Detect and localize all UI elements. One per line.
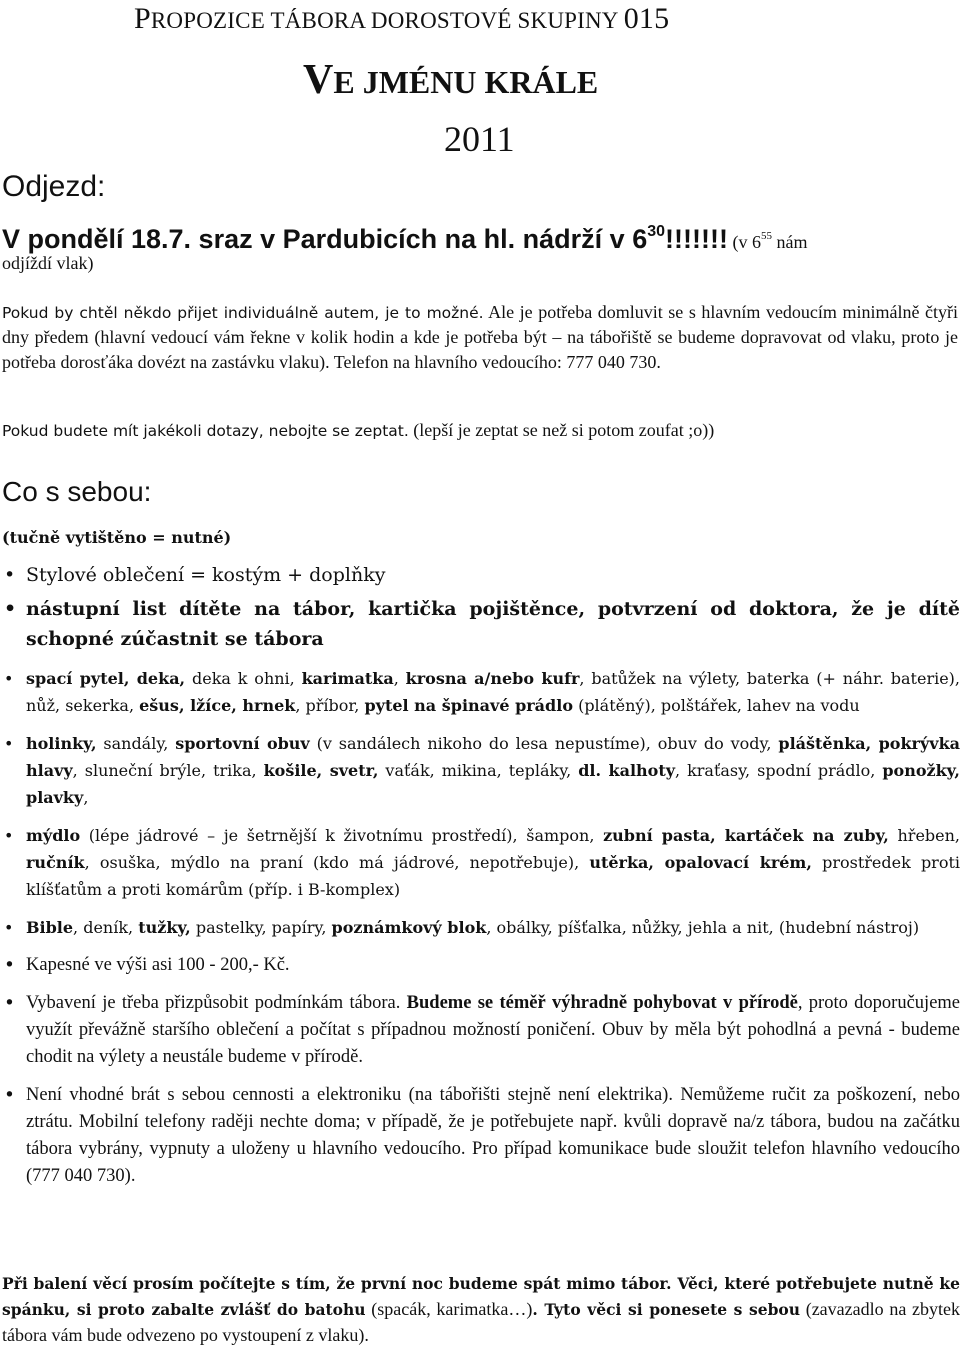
text-run: sportovní obuv bbox=[175, 734, 310, 753]
text-run: dl. kalhoty bbox=[578, 761, 676, 780]
final-note-bold-d: ponesete s sebou bbox=[649, 1300, 801, 1319]
title2-initial: V bbox=[303, 57, 334, 103]
departure-info bbox=[2, 222, 960, 274]
final-note-luggage: (zavazadlo na zbytek tábora vám bude odvezeno po vystoupení z vlaku). bbox=[2, 1299, 960, 1345]
text-run: pytel na špinavé prádlo bbox=[364, 696, 573, 715]
text-run: , bbox=[83, 788, 89, 807]
departure-heading: Odjezd: bbox=[2, 170, 106, 203]
text-run: spací pytel, deka, bbox=[26, 669, 186, 688]
text-run: utěrka, opalovací krém, bbox=[589, 853, 812, 872]
item-equipment-note bbox=[26, 993, 960, 1067]
text-run: pláštěnka, pokrývka hlavy bbox=[26, 734, 960, 780]
info-car-text: Pokud by chtěl někdo přijet individuálně autem, je to možné. bbox=[2, 304, 484, 322]
packing-list bbox=[0, 560, 960, 1190]
final-note-bold-c: . Tyto věci si bbox=[532, 1300, 650, 1319]
bullet-icon: • bbox=[4, 1085, 15, 1106]
bullet-icon: • bbox=[4, 826, 14, 845]
item-stationery bbox=[26, 918, 919, 937]
text-run: karimatka bbox=[301, 669, 394, 688]
item-pocket-money: Kapesné ve výši asi 100 - 200,- Kč. bbox=[26, 955, 290, 975]
list-item bbox=[0, 952, 960, 979]
text-run: deka k ohni, bbox=[185, 669, 302, 688]
train-time-sup: 55 bbox=[760, 230, 772, 242]
text-run: poznámkový blok bbox=[331, 918, 487, 937]
text-run: (plátěný), polštářek, lahev na vodu bbox=[572, 696, 860, 715]
bullet-icon: • bbox=[4, 598, 17, 620]
list-item bbox=[0, 1082, 960, 1190]
bullet-icon: • bbox=[4, 669, 14, 688]
packing-legend: (tučně vytištěno = nutné) bbox=[2, 528, 232, 547]
meeting-text: V pondělí 18.7. sraz v Pardubicích na hl. nádrží v 6 bbox=[2, 224, 648, 254]
text-run: ponožky, plavky bbox=[26, 761, 960, 807]
info-paragraph-questions bbox=[2, 418, 714, 443]
title1-number: 015 bbox=[623, 2, 670, 35]
title1-rest: ROPOZICE TÁBORA DOROSTOVÉ SKUPINY bbox=[150, 8, 624, 33]
info-questions-text: Pokud budete mít jakékoli dotazy, nebojte se zeptat. bbox=[2, 422, 409, 440]
text-run: sandály, bbox=[96, 734, 176, 753]
text-run: košile, svetr, bbox=[263, 761, 379, 780]
final-note-bold-a: Při balení věcí prosím počítejte s tím, že první noc budeme spát mimo tábor. Věci, které potřebujete nutně ke spánku, si proto zabalte zvlášť do batohu bbox=[2, 1274, 960, 1319]
train-text-rest: nám bbox=[771, 232, 808, 252]
text-run: , příbor, bbox=[295, 696, 365, 715]
item-costume: Stylové oblečení = kostým + doplňky bbox=[26, 564, 386, 586]
text-run: zubní pasta, kartáček na zuby, bbox=[603, 826, 889, 845]
bullet-icon: • bbox=[4, 564, 16, 586]
text-run: , batůžek na výlety, baterka (+ náhr. baterie), nůž, sekerka, bbox=[26, 669, 960, 715]
list-item bbox=[0, 990, 960, 1071]
info-questions-joke: (lepší je zeptat se než si potom zoufat ;o)) bbox=[408, 420, 715, 440]
text-run: ešus, lžíce, hrnek bbox=[139, 696, 296, 715]
text-run: , deník, bbox=[73, 918, 139, 937]
text-run: prostředek proti klíšťatům a proti komárům (příp. i B-komplex) bbox=[26, 853, 960, 899]
text-run: ručník bbox=[26, 853, 85, 872]
bullet-icon: • bbox=[4, 734, 14, 753]
text-run: Vybavení je třeba přizpůsobit podmínkám tábora. bbox=[26, 993, 407, 1013]
text-run: , obálky, píšťalka, nůžky, jehla a nit, (hudební nástroj) bbox=[486, 918, 920, 937]
info-contact-text: Ale je potřeba domluvit se s hlavním vedoucím minimálně čtyři dny předem (hlavní vedoucí vám řekne v kolik hodin a kde je potřeba být – na tábořiště se budeme dopravovat od vlaku, proto je potřeba dorosťáka dovézt na zastávku vlaku). Telefon na hlavního vedoucího: 777 040 730. bbox=[2, 302, 959, 372]
text-run: Budeme se téměř výhradně pohybovat v přírodě bbox=[406, 993, 798, 1013]
text-run: Bible bbox=[26, 918, 74, 937]
meeting-line bbox=[2, 222, 960, 257]
list-item bbox=[0, 665, 960, 719]
text-run: mýdlo bbox=[26, 826, 81, 845]
document-title-line1 bbox=[134, 2, 669, 36]
bullet-icon: • bbox=[4, 918, 14, 937]
text-run: pastelky, papíry, bbox=[190, 918, 332, 937]
item-documents: nástupní list dítěte na tábor, kartička pojištěnce, potvrzení od doktora, že je dítě schopné zúčastnit se tábora bbox=[26, 598, 960, 650]
final-note bbox=[2, 1271, 960, 1349]
item-sleeping-gear bbox=[26, 669, 960, 715]
bullet-icon: • bbox=[4, 993, 15, 1014]
list-item bbox=[0, 594, 960, 654]
text-run: holinky, bbox=[26, 734, 97, 753]
meeting-exclaim: !!!!!!! bbox=[665, 224, 728, 254]
text-run: vaťák, mikina, tepláky, bbox=[378, 761, 579, 780]
text-run: tužky, bbox=[138, 918, 191, 937]
text-run: , sluneční brýle, trika, bbox=[72, 761, 264, 780]
meeting-time-sup: 30 bbox=[647, 223, 666, 240]
text-run: , osuška, mýdlo na praní (kdo má jádrové, nepotřebuje), bbox=[84, 853, 590, 872]
document-title-line2 bbox=[303, 56, 598, 104]
text-run: (v sandálech nikoho do lesa nepustíme), obuv do vody, bbox=[309, 734, 779, 753]
year-heading: 2011 bbox=[444, 119, 515, 159]
list-item bbox=[0, 822, 960, 903]
train-text: (v 6 bbox=[727, 232, 761, 252]
text-run: , bbox=[393, 669, 406, 688]
item-valuables-note: Není vhodné brát s sebou cennosti a elektroniku (na tábořišti stejně není elektrika). Nemůžeme ručit za poškození, nebo ztrátu. Mobilní telefony raději nechte doma; v případě, že je potřebujete např. kvůli dopravě na/z tábora, budou na začátku tábora vybrány, vypnuty a uloženy u hlavního vedoucího. Pro případ komunikace bude sloužit telefon hlavního vedoucího (777 040 730). bbox=[26, 1085, 960, 1186]
list-item bbox=[0, 914, 960, 941]
bullet-icon: • bbox=[4, 955, 15, 976]
text-run: krosna a/nebo kufr bbox=[405, 669, 580, 688]
title1-initial: P bbox=[134, 2, 151, 35]
text-run: , proto doporučujeme využít převážně staršího oblečení a počítat s případnou možností poničení. Obuv by měla být pohodlná a pevná - budeme chodit na výlety a neustále budeme v přírodě. bbox=[26, 993, 960, 1067]
text-run: (lépe jádrové – je šetrnější k životnímu prostředí), šampon, bbox=[80, 826, 604, 845]
info-paragraph-car bbox=[2, 300, 958, 375]
title2-rest: E JMÉNU KRÁLE bbox=[333, 64, 599, 100]
item-clothing bbox=[26, 734, 960, 807]
list-item bbox=[0, 560, 960, 590]
list-item bbox=[0, 730, 960, 811]
packing-heading: Co s sebou: bbox=[2, 476, 152, 507]
final-note-items: (spacák, karimatka…) bbox=[365, 1299, 533, 1319]
text-run: , kraťasy, spodní prádlo, bbox=[675, 761, 883, 780]
text-run: hřeben, bbox=[888, 826, 960, 845]
item-hygiene bbox=[26, 826, 960, 899]
train-line2: odjíždí vlak) bbox=[2, 252, 94, 273]
